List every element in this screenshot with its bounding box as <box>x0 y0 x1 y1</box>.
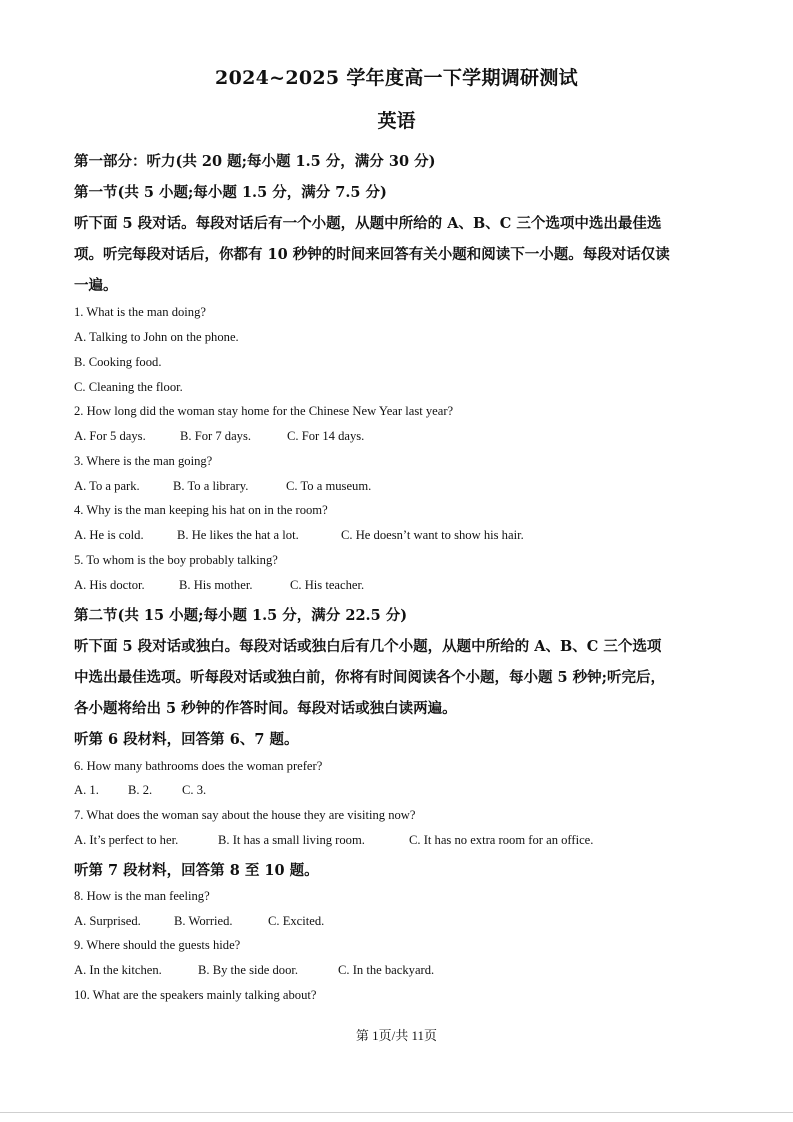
options-row <box>74 528 524 543</box>
option: B. For 7 days. <box>180 429 252 443</box>
section2-heading: 第二节(共 15 小题;每小题 1.5 分，满分 22.5 分) <box>74 607 408 624</box>
options-row <box>74 783 206 798</box>
section2-instruction-line: 听下面 5 段对话或独白。每段对话或独白后有几个小题，从题中所给的 A、B、C 三个选项 <box>74 638 662 655</box>
material-heading: 听第 6 段材料，回答第 6、7 题。 <box>74 731 299 748</box>
option: B. To a library. <box>173 479 249 493</box>
question-stem: 5. To whom is the boy probably talking? <box>74 553 278 567</box>
option: A. Talking to John on the phone. <box>74 330 239 344</box>
option: B. Worried. <box>174 914 233 928</box>
option: C. To a museum. <box>286 479 372 493</box>
option: A. To a park. <box>74 479 140 493</box>
option: C. For 14 days. <box>287 429 365 443</box>
option: B. By the side door. <box>198 963 299 977</box>
section1-instruction-line: 项。听完每段对话后，你都有 10 秒钟的时间来回答有关小题和阅读下一小题。每段对话仅读 <box>74 246 670 263</box>
question-stem: 1. What is the man doing? <box>74 305 206 319</box>
option: B. It has a small living room. <box>218 833 365 847</box>
question-stem: 9. Where should the guests hide? <box>74 938 241 952</box>
options-row <box>74 429 364 444</box>
option: C. He doesn’t want to show his hair. <box>341 528 524 542</box>
option: A. His doctor. <box>74 578 145 592</box>
option: A. In the kitchen. <box>74 963 162 977</box>
question-stem: 6. How many bathrooms does the woman prefer? <box>74 759 323 773</box>
question-stem: 3. Where is the man going? <box>74 454 213 468</box>
section1-instruction-line: 听下面 5 段对话。每段对话后有一个小题，从题中所给的 A、B、C 三个选项中选出最佳选 <box>74 215 662 232</box>
options-row <box>74 833 593 848</box>
question-stem: 2. How long did the woman stay home for the Chinese New Year last year? <box>74 404 454 418</box>
exam-title: 2024~2025 学年度高一下学期调研测试 <box>215 67 578 89</box>
question-stem: 8. How is the man feeling? <box>74 889 210 903</box>
option: B. 2. <box>128 783 153 797</box>
option: B. His mother. <box>179 578 253 592</box>
option: C. His teacher. <box>290 578 365 592</box>
page-divider <box>0 1112 793 1113</box>
option: C. 3. <box>182 783 207 797</box>
option: C. Cleaning the floor. <box>74 380 183 394</box>
option: C. Excited. <box>268 914 325 928</box>
option: A. It’s perfect to her. <box>74 833 179 847</box>
option: A. Surprised. <box>74 914 141 928</box>
question-stem: 7. What does the woman say about the house they are visiting now? <box>74 808 416 822</box>
section2-instruction-line: 各小题将给出 5 秒钟的作答时间。每段对话或独白读两遍。 <box>74 700 457 717</box>
option: C. In the backyard. <box>338 963 435 977</box>
option: A. 1. <box>74 783 99 797</box>
subject-title: 英语 <box>377 110 416 132</box>
section2-instruction-line: 中选出最佳选项。听每段对话或独白前，你将有时间阅读各个小题，每小题 5 秒钟;听完后， <box>74 669 666 686</box>
material-heading: 听第 7 段材料，回答第 8 至 10 题。 <box>74 862 319 879</box>
options-row <box>74 963 434 978</box>
question-stem: 4. Why is the man keeping his hat on in the room? <box>74 503 328 517</box>
question-stem: 10. What are the speakers mainly talking about? <box>74 988 317 1002</box>
options-row <box>74 479 371 494</box>
option: C. It has no extra room for an office. <box>409 833 594 847</box>
option: B. He likes the hat a lot. <box>177 528 299 542</box>
options-row <box>74 914 324 929</box>
option: A. He is cold. <box>74 528 144 542</box>
option: B. Cooking food. <box>74 355 162 369</box>
section1-heading: 第一节(共 5 小题;每小题 1.5 分，满分 7.5 分) <box>74 184 387 201</box>
part1-heading: 第一部分：听力(共 20 题;每小题 1.5 分，满分 30 分) <box>74 153 436 170</box>
options-row <box>74 578 364 593</box>
section1-instruction-line: 一遍。 <box>74 277 118 294</box>
option: A. For 5 days. <box>74 429 146 443</box>
page-footer: 第 1页/共 11页 <box>355 1028 438 1043</box>
